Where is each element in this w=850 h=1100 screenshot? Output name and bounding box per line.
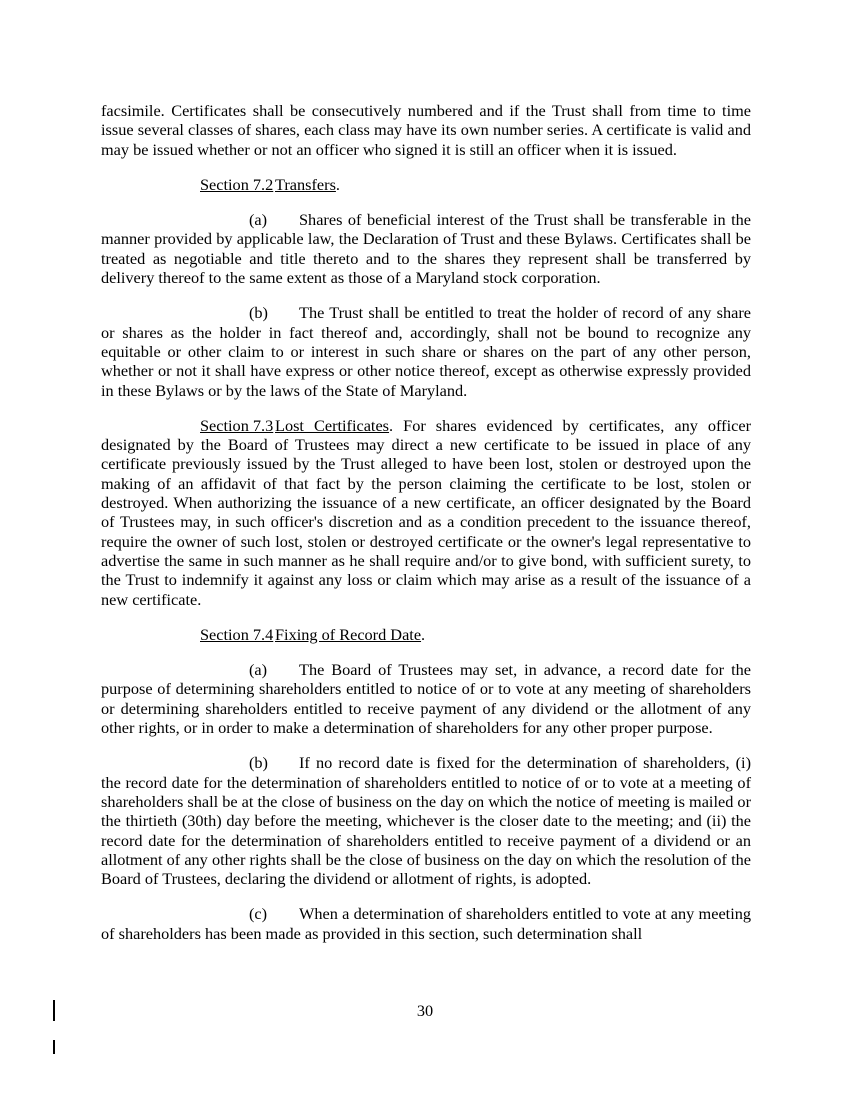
section-7-4-heading <box>101 625 751 644</box>
section-7-2-heading <box>101 175 751 194</box>
clause-text: The Board of Trustees may set, in advance, a record date for the purpose of determining shareholders entitled to notice of or to vote at any meeting of shareholders or determining shareholders entitled to receive payment of any dividend or the allotment of any other rights, or in order to make a determination of shareholders for any other proper purpose. <box>101 660 751 738</box>
section-7-2-b <box>101 303 751 399</box>
clause-text: When a determination of shareholders entitled to vote at any meeting of shareholders has been made as provided in this section, such determination shall <box>101 904 751 943</box>
page-number: 30 <box>416 1001 434 1020</box>
clause-text: Shares of beneficial interest of the Trust shall be transferable in the manner provided by applicable law, the Declaration of Trust and these Bylaws. Certificates shall be treated as negotiable and title thereto and to the shares they represent shall be transferred by delivery thereof to the same extent as those of a Maryland stock corporation. <box>101 210 751 288</box>
section-7-4-c <box>101 904 751 943</box>
section-text: . For shares evidenced by certificates, any officer designated by the Board of Trustees may direct a new certificate to be issued in place of any certificate previously issued by the Trust alleged to have been lost, stolen or destroyed upon the making of an affidavit of that fact by the person claiming the certificate to be lost, stolen or destroyed. When authorizing the issuance of a new certificate, an officer designated by the Board of Trustees may, in such officer's discretion and as a condition precedent to the issuance thereof, require the owner of such lost, stolen or destroyed certificate or the owner's legal representative to advertise the same in such manner as he shall require and/or to give bond, with sufficient surety, to the Trust to indemnify it against any loss or claim which may arise as a result of the issuance of a new certificate. <box>101 415 751 609</box>
clause-text: The Trust shall be entitled to treat the holder of record of any share or shares as the holder in fact thereof and, accordingly, shall not be bound to recognize any equitable or other claim to or interest in such share or shares on the part of any other person, whether or not it shall have express or other notice thereof, except as otherwise expressly provided in these Bylaws or by the laws of the State of Maryland. <box>101 303 751 400</box>
section-title: Lost Certificates <box>275 415 390 435</box>
revision-bar <box>53 1000 55 1021</box>
heading-period: . <box>335 174 340 194</box>
section-number: Section 7.2 <box>200 174 274 194</box>
section-number: Section 7.4 <box>200 624 274 644</box>
section-title: Transfers <box>275 174 336 194</box>
section-number: Section 7.3 <box>200 415 274 435</box>
clause-label: (b) <box>249 303 268 323</box>
revision-bar <box>53 1040 55 1054</box>
section-7-4-a <box>101 660 751 737</box>
section-7-4-b <box>101 753 751 888</box>
section-title: Fixing of Record Date <box>275 624 422 644</box>
heading-period: . <box>421 624 426 644</box>
section-7-2-a <box>101 210 751 287</box>
document-page <box>101 101 751 943</box>
paragraph-certificates-continued: facsimile. Certificates shall be consecutively numbered and if the Trust shall from time to time issue several classes of shares, each class may have its own number series. A certificate is valid and may be issued whether or not an officer who signed it is still an officer when it is issued. <box>101 101 751 159</box>
clause-label: (b) <box>249 753 268 773</box>
section-7-3 <box>101 416 751 609</box>
clause-text: If no record date is fixed for the determination of shareholders, (i) the record date for the determination of shareholders entitled to notice of or to vote at a meeting of shareholders shall be at the close of business on the day on which the notice of meeting is mailed or the thirtieth (30th) day before the meeting, whichever is the closer date to the meeting; and (ii) the record date for the determination of shareholders entitled to receive payment of a dividend or an allotment of any other rights shall be the close of business on the day on which the resolution of the Board of Trustees, declaring the dividend or allotment of rights, is adopted. <box>101 753 751 889</box>
clause-label: (c) <box>249 904 268 924</box>
clause-label: (a) <box>249 210 268 230</box>
clause-label: (a) <box>249 660 268 680</box>
